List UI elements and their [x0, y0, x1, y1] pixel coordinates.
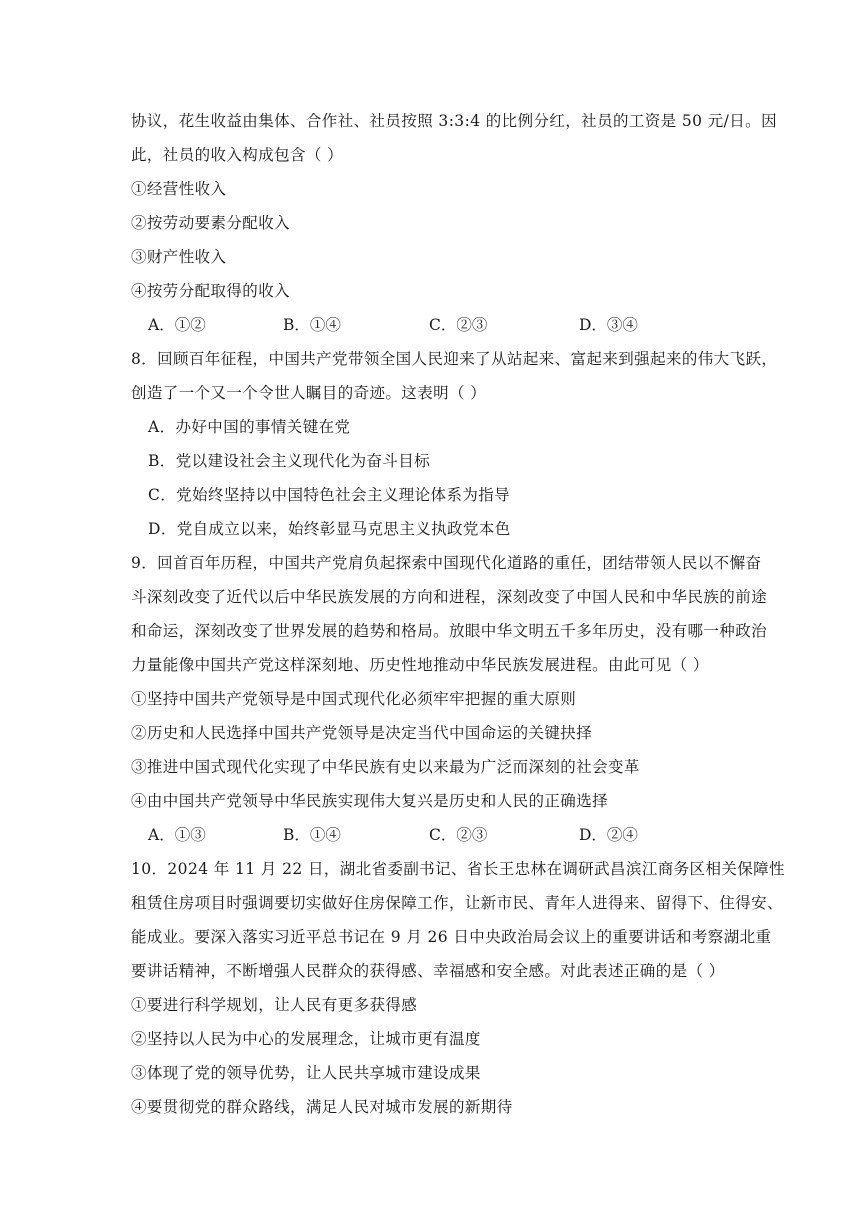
q9-item-3: ③推进中国式现代化实现了中华民族有史以来最为广泛而深刻的社会变革	[131, 758, 640, 776]
q7-option-d[interactable]: D．③④	[579, 316, 638, 334]
q9-option-c[interactable]: C．②③	[429, 826, 488, 844]
q10-stem-line-3: 能成业。要深入落实习近平总书记在 9 月 26 日中央政治局会议上的重要讲话和考察湖北重	[131, 928, 772, 946]
q7-item-2: ②按劳动要素分配收入	[131, 214, 291, 232]
q8-option-c[interactable]: C．党始终坚持以中国特色社会主义理论体系为指导	[148, 486, 511, 504]
q9-option-b[interactable]: B．①④	[283, 826, 341, 844]
q10-stem-line-1: 10．2024 年 11 月 22 日，湖北省委副书记、省长王忠林在调研武昌滨江商务区相关保障性	[131, 860, 785, 878]
q8-option-a[interactable]: A．办好中国的事情关键在党	[148, 418, 351, 436]
q9-stem-line-1: 9．回首百年历程，中国共产党肩负起探索中国现代化道路的重任，团结带领人民以不懈奋	[131, 554, 762, 572]
q9-stem-line-2: 斗深刻改变了近代以后中华民族发展的方向和进程，深刻改变了中国人民和中华民族的前途	[131, 588, 768, 606]
q8-option-b[interactable]: B．党以建设社会主义现代化为奋斗目标	[148, 452, 431, 470]
q10-item-4: ④要贯彻党的群众路线，满足人民对城市发展的新期待	[131, 1098, 513, 1116]
q10-item-3: ③体现了党的领导优势，让人民共享城市建设成果	[131, 1064, 481, 1082]
q7-item-3: ③财产性收入	[131, 248, 227, 266]
q10-stem-line-2: 租赁住房项目时强调要切实做好住房保障工作，让新市民、青年人进得来、留得下、住得安、	[131, 894, 783, 912]
q10-item-1: ①要进行科学规划，让人民有更多获得感	[131, 996, 418, 1014]
q9-item-2: ②历史和人民选择中国共产党领导是决定当代中国命运的关键抉择	[131, 724, 593, 742]
q9-option-d[interactable]: D．②④	[579, 826, 638, 844]
q9-stem-line-3: 和命运，深刻改变了世界发展的趋势和格局。放眼中华文明五千多年历史，没有哪一种政治	[131, 622, 768, 640]
q7-item-4: ④按劳分配取得的收入	[131, 282, 291, 300]
q7-option-c[interactable]: C．②③	[429, 316, 488, 334]
q10-item-2: ②坚持以人民为中心的发展理念，让城市更有温度	[131, 1030, 481, 1048]
q7-stem-line-2: 此，社员的收入构成包含（ ）	[131, 146, 344, 164]
q7-option-b[interactable]: B．①④	[283, 316, 341, 334]
q8-option-d[interactable]: D．党自成立以来，始终彰显马克思主义执政党本色	[148, 520, 511, 538]
q9-stem-line-4: 力量能像中国共产党这样深刻地、历史性地推动中华民族发展进程。由此可见（ ）	[131, 656, 709, 674]
q8-stem-line-2: 创造了一个又一个令世人瞩目的奇迹。这表明（ ）	[131, 384, 487, 402]
q7-option-a[interactable]: A．①②	[148, 316, 206, 334]
q9-item-4: ④由中国共产党领导中华民族实现伟大复兴是历史和人民的正确选择	[131, 792, 609, 810]
q7-stem-line-1: 协议，花生收益由集体、合作社、社员按照 3:3:4 的比例分红，社员的工资是 50 元/日。因	[131, 112, 777, 130]
q9-item-1: ①坚持中国共产党领导是中国式现代化必须牢牢把握的重大原则	[131, 690, 577, 708]
q7-item-1: ①经营性收入	[131, 180, 227, 198]
q8-stem-line-1: 8．回顾百年征程，中国共产党带领全国人民迎来了从站起来、富起来到强起来的伟大飞跃，	[131, 350, 778, 368]
q9-option-a[interactable]: A．①③	[148, 826, 206, 844]
q10-stem-line-4: 要讲话精神，不断增强人民群众的获得感、幸福感和安全感。对此表述正确的是（ ）	[131, 962, 725, 980]
